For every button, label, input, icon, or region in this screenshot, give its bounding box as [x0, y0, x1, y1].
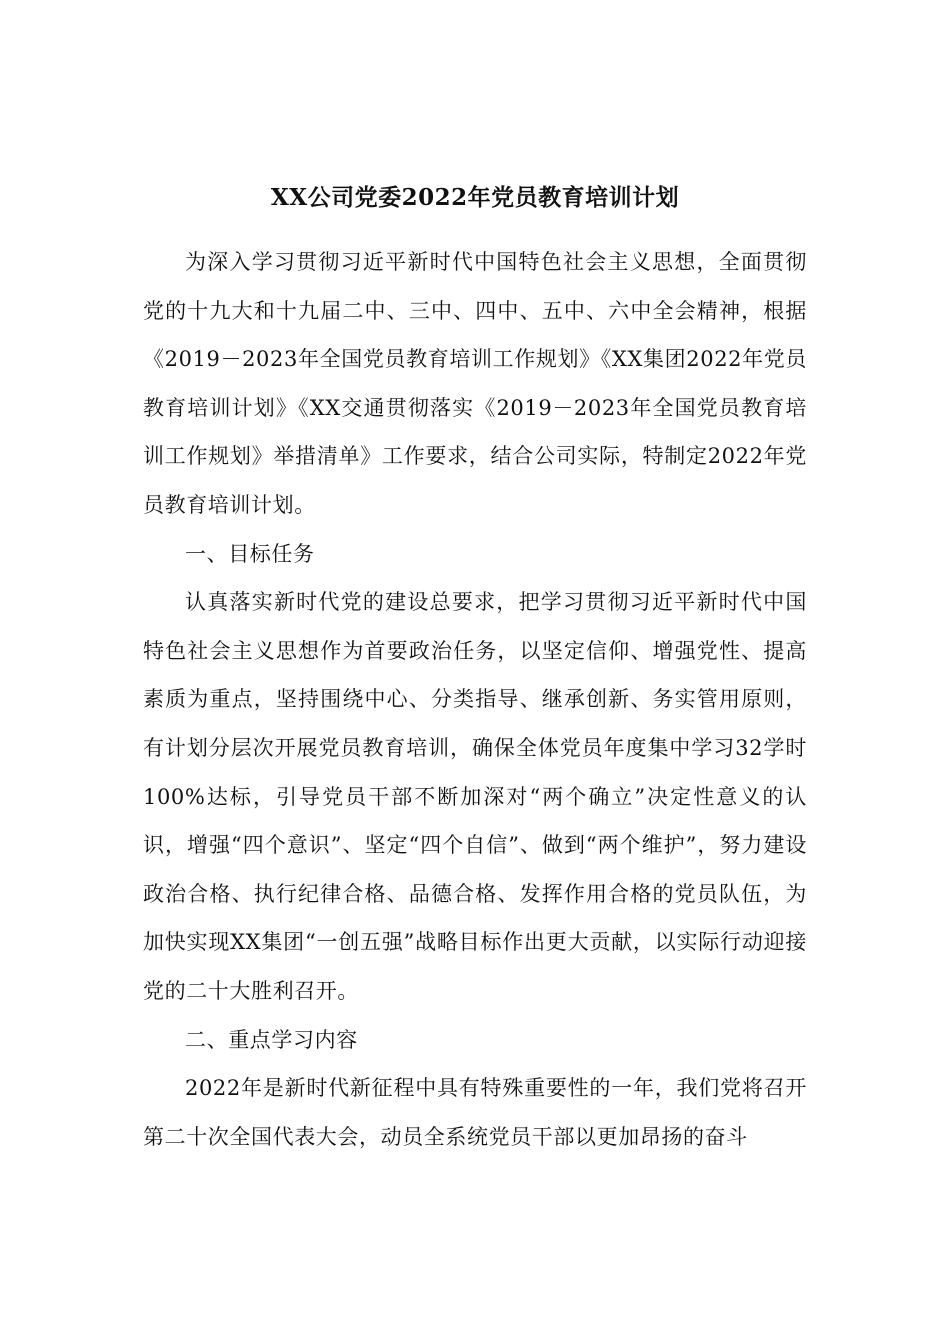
- document-body: [143, 238, 807, 1161]
- goals-paragraph: 认真落实新时代党的建设总要求，把学习贯彻习近平新时代中国特色社会主义思想作为首要政治任务，以坚定信仰、增强党性、提高素质为重点，坚持围绕中心、分类指导、继承创新、务实管用原则，有计划分层次开展党员教育培训，确保全体党员年度集中学习32学时100%达标，引导党员干部不断加深对“两个确立”决定性意义的认识，增强“四个意识”、坚定“四个自信”、做到“两个维护”，努力建设政治合格、执行纪律合格、品德合格、发挥作用合格的党员队伍，为加快实现XX集团“一创五强”战略目标作出更大贡献，以实际行动迎接党的二十大胜利召开。: [143, 590, 807, 1003]
- section-heading-goals: 一、目标任务: [185, 541, 315, 566]
- intro-paragraph: 为深入学习贯彻习近平新时代中国特色社会主义思想，全面贯彻党的十九大和十九届二中、三中、四中、五中、六中全会精神，根据《2019－2023年全国党员教育培训工作规划》《XX集团2022年党员教育培训计划》《XX交通贯彻落实《2019－2023年全国党员教育培训工作规划》举措清单》工作要求，结合公司实际，特制定2022年党员教育培训计划。: [143, 250, 807, 517]
- document-title: XX公司党委2022年党员教育培训计划: [270, 184, 680, 212]
- study-content-paragraph: 2022年是新时代新征程中具有特殊重要性的一年，我们党将召开第二十次全国代表大会，动员全系统党员干部以更加昂扬的奋斗: [143, 1076, 807, 1149]
- section-heading-study-content: 二、重点学习内容: [185, 1027, 358, 1052]
